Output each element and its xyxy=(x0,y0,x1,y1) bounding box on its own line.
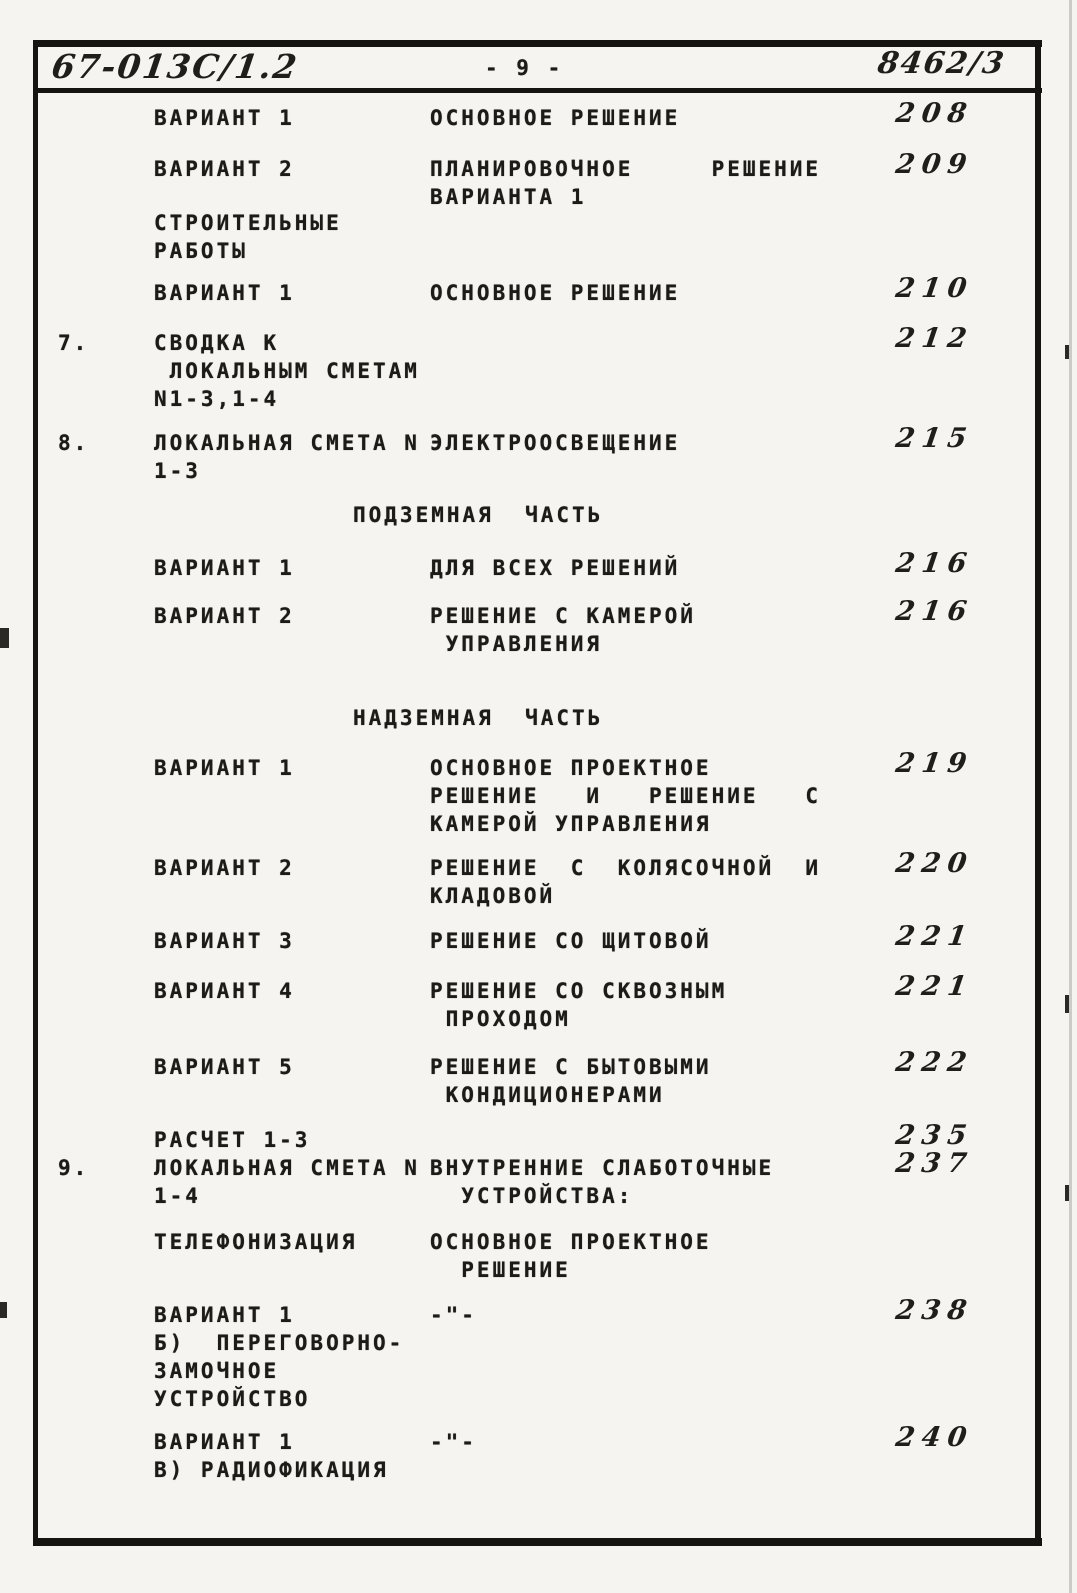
border-bottom xyxy=(33,1538,1042,1546)
section-heading: НАДЗЕМНАЯ ЧАСТЬ xyxy=(353,706,604,730)
toc-col2-line: ЭЛЕКТРООСВЕЩЕНИЕ xyxy=(430,431,681,455)
scan-smudge xyxy=(0,628,9,648)
toc-col2-line: РЕШЕНИЕ С КОЛЯСОЧНОЙ И xyxy=(430,856,822,880)
toc-page-number: 216 xyxy=(893,548,976,579)
toc-col2-line: ПЛАНИРОВОЧНОЕ РЕШЕНИЕ xyxy=(430,157,822,181)
page-number: - 9 - xyxy=(485,56,564,80)
toc-page-number: 237 xyxy=(893,1148,976,1179)
toc-col2-line: РЕШЕНИЕ И РЕШЕНИЕ С xyxy=(430,784,822,808)
toc-col2-line: РЕШЕНИЕ СО ЩИТОВОЙ xyxy=(430,929,712,953)
toc-col1-line: УСТРОЙСТВО xyxy=(154,1387,311,1411)
toc-col1-line: ВАРИАНТ 1 xyxy=(154,556,295,580)
toc-col2-line: -"- xyxy=(430,1430,477,1454)
scan-edge-line xyxy=(1069,0,1072,1593)
toc-page-number: 212 xyxy=(893,323,976,354)
toc-col1-line: 1-4 xyxy=(154,1184,201,1208)
toc-col2-line: ВНУТРЕННИЕ СЛАБОТОЧНЫЕ xyxy=(430,1156,775,1180)
toc-col1-line: ЛОКАЛЬНЫМ СМЕТАМ xyxy=(154,359,420,383)
toc-col2-line: ДЛЯ ВСЕХ РЕШЕНИЙ xyxy=(430,556,681,580)
toc-page-number: 238 xyxy=(893,1295,976,1326)
border-right xyxy=(1035,40,1041,1546)
toc-col2-line: УПРАВЛЕНИЯ xyxy=(430,632,603,656)
toc-page-number: 220 xyxy=(893,848,976,879)
toc-col1-line: N1-3,1-4 xyxy=(154,387,280,411)
toc-page-number: 222 xyxy=(893,1047,976,1078)
document-code: 67-013C/1.2 xyxy=(49,47,301,86)
toc-page-number: 221 xyxy=(893,921,976,952)
toc-col2-line: УСТРОЙСТВА: xyxy=(430,1184,634,1208)
toc-col1-line: ВАРИАНТ 2 xyxy=(154,856,295,880)
toc-col1-line: 1-3 xyxy=(154,459,201,483)
toc-col2-line: ОСНОВНОЕ РЕШЕНИЕ xyxy=(430,106,681,130)
toc-col1-line: ВАРИАНТ 1 xyxy=(154,1430,295,1454)
toc-page-number: 219 xyxy=(893,748,976,779)
toc-col1-line: ЛОКАЛЬНАЯ СМЕТА N xyxy=(154,1156,420,1180)
toc-col1-line: ВАРИАНТ 1 xyxy=(154,106,295,130)
toc-col2-line: ОСНОВНОЕ ПРОЕКТНОЕ xyxy=(430,1230,712,1254)
toc-page-number: 216 xyxy=(893,596,976,627)
toc-page-number: 209 xyxy=(893,149,976,180)
toc-page-number: 215 xyxy=(893,423,976,454)
toc-col1-line: ВАРИАНТ 3 xyxy=(154,929,295,953)
toc-col2-line: КОНДИЦИОНЕРАМИ xyxy=(430,1083,665,1107)
toc-col1-line: РАБОТЫ xyxy=(154,239,248,263)
toc-item-number: 9. xyxy=(58,1156,90,1180)
toc-col1-line: СВОДКА К xyxy=(154,331,280,355)
toc-page-number: 221 xyxy=(893,971,976,1002)
scan-smudge xyxy=(1065,995,1069,1013)
toc-col1-line: ЛОКАЛЬНАЯ СМЕТА N xyxy=(154,431,420,455)
toc-col1-line: ВАРИАНТ 1 xyxy=(154,1303,295,1327)
toc-col1-line: ВАРИАНТ 2 xyxy=(154,604,295,628)
toc-col2-line: РЕШЕНИЕ С БЫТОВЫМИ xyxy=(430,1055,712,1079)
toc-page-number: 210 xyxy=(893,273,976,304)
toc-col2-line: ПРОХОДОМ xyxy=(430,1007,571,1031)
scan-smudge xyxy=(1065,1185,1069,1201)
toc-col1-line: ВАРИАНТ 2 xyxy=(154,157,295,181)
toc-col2-line: ВАРИАНТА 1 xyxy=(430,185,587,209)
toc-col1-line: Б) ПЕРЕГОВОРНО- xyxy=(154,1331,405,1355)
toc-page-number: 240 xyxy=(893,1422,976,1453)
toc-col2-line: РЕШЕНИЕ С КАМЕРОЙ xyxy=(430,604,696,628)
scan-smudge xyxy=(0,1302,7,1318)
toc-col2-line: КАМЕРОЙ УПРАВЛЕНИЯ xyxy=(430,812,712,836)
border-left xyxy=(33,40,38,1546)
scan-smudge xyxy=(1065,345,1069,359)
toc-page-number: 235 xyxy=(893,1120,976,1151)
toc-item-number: 8. xyxy=(58,431,90,455)
section-heading: ПОДЗЕМНАЯ ЧАСТЬ xyxy=(353,503,604,527)
toc-col1-line: ТЕЛЕФОНИЗАЦИЯ xyxy=(154,1230,358,1254)
toc-col2-line: РЕШЕНИЕ СО СКВОЗНЫМ xyxy=(430,979,728,1003)
toc-item-number: 7. xyxy=(58,331,90,355)
toc-page-number: 208 xyxy=(893,98,976,129)
toc-col1-line: СТРОИТЕЛЬНЫЕ xyxy=(154,211,342,235)
toc-col1-line: ВАРИАНТ 4 xyxy=(154,979,295,1003)
toc-col1-line: ВАРИАНТ 1 xyxy=(154,281,295,305)
toc-col2-line: -"- xyxy=(430,1303,477,1327)
toc-col2-line: ОСНОВНОЕ РЕШЕНИЕ xyxy=(430,281,681,305)
toc-col1-line: РАСЧЕТ 1-3 xyxy=(154,1128,311,1152)
toc-col1-line: ВАРИАНТ 5 xyxy=(154,1055,295,1079)
toc-col1-line: В) РАДИОФИКАЦИЯ xyxy=(154,1458,389,1482)
header-divider xyxy=(33,88,1042,93)
toc-col2-line: КЛАДОВОЙ xyxy=(430,884,556,908)
toc-col2-line: ОСНОВНОЕ ПРОЕКТНОЕ xyxy=(430,756,712,780)
toc-col1-line: ВАРИАНТ 1 xyxy=(154,756,295,780)
archive-number: 8462/3 xyxy=(875,46,1008,81)
toc-col2-line: РЕШЕНИЕ xyxy=(430,1258,571,1282)
toc-col1-line: ЗАМОЧНОЕ xyxy=(154,1359,280,1383)
